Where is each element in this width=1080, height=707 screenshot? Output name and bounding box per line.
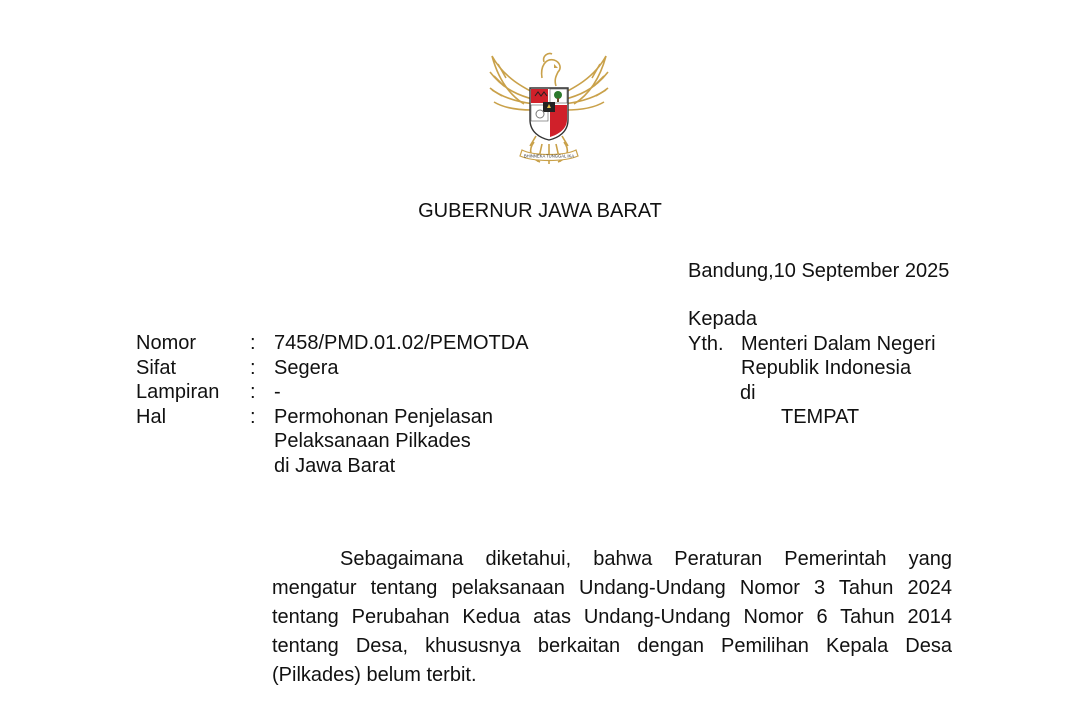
meta-label: Lampiran bbox=[136, 381, 220, 403]
meta-value: - bbox=[274, 381, 281, 403]
recipient-kepada: Kepada bbox=[688, 308, 757, 330]
letter-metadata bbox=[136, 331, 529, 478]
meta-value: Permohonan Penjelasan bbox=[274, 405, 494, 428]
dateline: Bandung,10 September 2025 bbox=[688, 260, 950, 282]
meta-value: Segera bbox=[274, 356, 339, 379]
recipient-block bbox=[688, 307, 936, 430]
meta-label: Nomor bbox=[136, 332, 197, 354]
meta-colon: : bbox=[250, 405, 256, 428]
meta-value: 7458/PMD.01.02/PEMOTDA bbox=[274, 332, 529, 354]
meta-colon: : bbox=[250, 332, 256, 354]
recipient-di: di bbox=[740, 381, 756, 404]
recipient-name-line2: Republik Indonesia bbox=[741, 357, 912, 379]
meta-row-sifat bbox=[136, 356, 529, 381]
letter-title: GUBERNUR JAWA BARAT bbox=[418, 200, 662, 222]
meta-label: Sifat bbox=[136, 356, 177, 379]
meta-colon: : bbox=[250, 381, 256, 403]
body-paragraph: Sebagaimana diketahui, bahwa Peraturan Pemerintah yang mengatur tentang pelaksanaan Undang-Undang Nomor 3 Tahun 2024 tentang Perubahan Kedua atas Undang-Undang Nomor 6 Tahun 2014 tentang Desa, khususnya berkaitan dengan Pemilihan Kepala Desa (Pilkades) belum terbit. bbox=[272, 548, 952, 686]
meta-row-hal bbox=[136, 405, 529, 479]
meta-value: di Jawa Barat bbox=[274, 454, 396, 477]
meta-colon: : bbox=[250, 356, 256, 379]
recipient-place: TEMPAT bbox=[781, 406, 860, 428]
meta-row-lampiran bbox=[136, 380, 529, 405]
meta-value: Pelaksanaan Pilkades bbox=[274, 430, 471, 452]
emblem-motto: BHINNEKA TUNGGAL IKA bbox=[523, 153, 575, 159]
meta-label: Hal bbox=[136, 405, 167, 428]
meta-row-nomor bbox=[136, 331, 529, 356]
recipient-yth: Yth. bbox=[688, 332, 724, 355]
recipient-name-line1: Menteri Dalam Negeri bbox=[741, 332, 936, 355]
garuda-emblem-icon bbox=[484, 38, 614, 174]
